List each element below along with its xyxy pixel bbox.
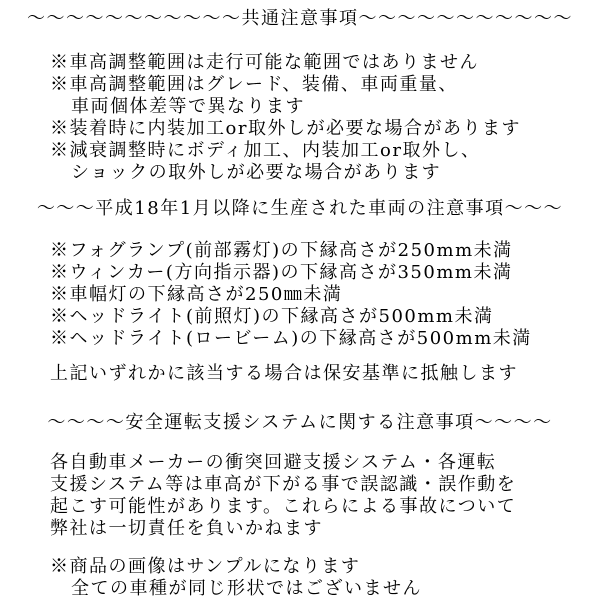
note-ride-height-varies: ※車高調整範囲はグレード、装備、車両重量、 [50,74,458,95]
paragraph-assist-systems-4: 弊社は一切責任を負いかねます [50,518,323,539]
note-fog-lamp-height: ※フォグランプ(前部霧灯)の下縁高さが250mm未満 [50,240,513,261]
note-ride-height-varies-cont: 車両個体差等で異なります [71,96,305,117]
note-side-marker-height: ※車幅灯の下縁高さが250㎜未満 [50,284,343,305]
note-headlight-height: ※ヘッドライト(前照灯)の下縁高さが500mm未満 [50,306,494,327]
note-damping-adjustment-cont: ショックの取外しが必要な場合があります [71,162,442,183]
note-headlight-lowbeam-height: ※ヘッドライト(ロービーム)の下縁高さが500mm未満 [50,328,532,349]
section-header-driving-assist: ～～～～安全運転支援システムに関する注意事項～～～～ [47,412,553,433]
note-safety-standard-violation: 上記いずれかに該当する場合は保安基準に抵触します [50,363,518,384]
note-damping-adjustment: ※減衰調整時にボディ加工、内装加工or取外し、 [50,140,481,161]
note-turn-signal-height: ※ウィンカー(方向指示器)の下縁高さが350mm未満 [50,262,513,283]
section-header-h18-vehicles: ～～～平成18年1月以降に生産された車両の注意事項～～～ [36,198,564,219]
paragraph-assist-systems-3: 起こす可能性があります。これらによる事故について [50,496,517,517]
paragraph-assist-systems-2: 支援システム等は車高が下がる事で誤認識・誤作動を [50,474,517,495]
paragraph-assist-systems-1: 各自動車メーカーの衝突回避支援システム・各運転 [50,452,497,473]
note-sample-image: ※商品の画像はサンプルになります [50,556,361,577]
note-interior-modification: ※装着時に内装加工or取外しが必要な場合があります [50,118,521,139]
note-sample-image-cont: 全ての車種が同じ形状ではございません [71,578,422,599]
note-ride-height-range: ※車高調整範囲は走行可能な範囲ではありません [50,52,479,73]
section-header-common-notes: ～～～～～～～～～～～共通注意事項～～～～～～～～～～～ [27,8,573,29]
